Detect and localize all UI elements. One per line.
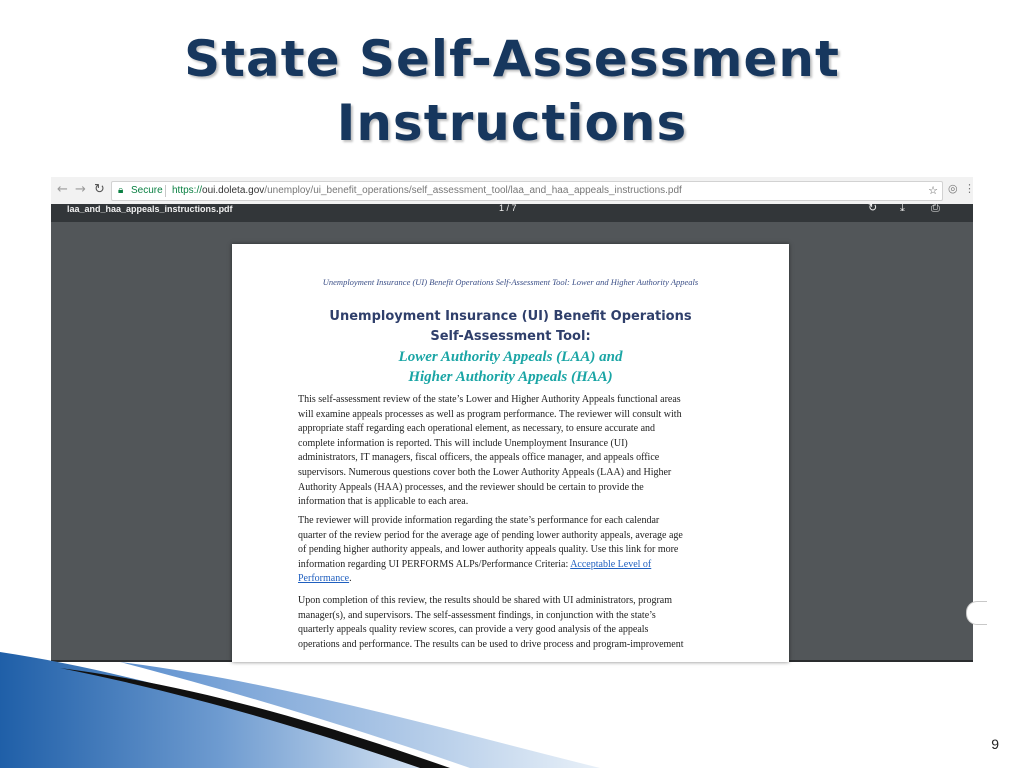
scroll-handle[interactable] [966,601,987,625]
url-scheme: https:// [172,185,203,196]
pdf-page [232,244,789,662]
doc-paragraph-2 [298,514,730,587]
doc-line [298,558,730,573]
doc-line: Authority Appeals (HAA) processes, and the reviewer should be certain to provide the [298,481,644,493]
doc-line [298,572,730,587]
pdf-page-indicator: 1 / 7 [499,203,517,213]
download-icon[interactable]: ⤓ [900,201,905,214]
address-bar[interactable] [111,181,943,201]
doc-line: supervisors. Numerous questions cover both the Lower Authority Appeals (LAA) and Higher [298,466,672,478]
doc-subtitle-line2: Higher Authority Appeals (HAA) [408,369,613,385]
decorative-swoosh [0,630,620,768]
secure-label: Secure [131,185,163,196]
browser-screenshot [51,177,973,662]
doc-paragraph-1 [298,393,730,510]
doc-title-line1: Unemployment Insurance (UI) Benefit Operations [329,309,692,324]
acceptable-level-link[interactable]: Acceptable Level of [570,558,652,570]
pdf-toolbar [51,201,973,222]
lock-icon: 🔒︎ [118,185,124,196]
browser-toolbar [51,177,973,205]
doc-line-text: information regarding UI PERFORMS ALPs/Performance Criteria: [298,558,571,570]
doc-line: Upon completion of this review, the results should be shared with UI administrators, program [298,595,672,606]
doc-line: manager(s), and supervisors. The self-assessment findings, in conjunction with the state’s [298,609,656,621]
rotate-icon[interactable]: ↻ [868,201,878,214]
slide-page-number: 9 [991,736,999,752]
star-icon[interactable]: ☆ [928,185,938,197]
extension-icon[interactable]: ◎ [948,182,958,195]
doc-line: information that is applicable to each area. [298,496,469,508]
url-path: /unemploy/ui_benefit_operations/self_assessment_tool/laa_and_haa_appeals_instructions.pdf [264,185,682,196]
doc-subtitle-line1: Lower Authority Appeals (LAA) and [398,349,623,365]
doc-line-end: . [349,573,352,585]
doc-line: appropriate staff regarding each operational element, as necessary, to ensure accurate and [298,423,656,435]
back-icon[interactable]: ← [57,182,68,197]
slide-title-line2: Instructions [336,94,688,152]
url-host: oui.doleta.gov [202,185,265,196]
doc-line: of pending higher authority appeals, and lower authority appeals quality. Use this link for more [298,544,679,556]
menu-icon[interactable]: ⋮ [964,182,975,195]
doc-line: The reviewer will provide information regarding the state’s performance for each calendar [298,515,660,526]
pdf-filename: laa_and_haa_appeals_instructions.pdf [67,204,233,214]
forward-icon[interactable]: → [75,182,86,197]
doc-line: administrators, IT managers, fiscal officers, the appeals office manager, and appeals office [298,452,660,464]
performance-link[interactable]: Performance [298,573,350,585]
doc-line: will examine appeals processes as well as program performance. The reviewer will consult with [298,408,682,420]
slide-title-line1: State Self-Assessment [184,30,840,88]
doc-title-line2: Self-Assessment Tool: [430,329,591,344]
doc-line: operations and performance. The results can be used to drive process and program-improvement [298,638,684,650]
url-text [172,182,682,200]
reload-icon[interactable]: ↻ [94,182,105,197]
doc-line: complete information is reported. This will include Unemployment Insurance (UI) [298,437,628,449]
address-separator [165,185,166,197]
doc-line: This self-assessment review of the state’s Lower and Higher Authority Appeals functional areas [298,394,681,405]
print-icon[interactable]: ⎙ [931,201,940,214]
doc-line: quarterly appeals quality review scores, can provide a very good analysis of the appeals [298,624,649,636]
doc-running-header: Unemployment Insurance (UI) Benefit Operations Self-Assessment Tool: Lower and Higher Authority Appeals [322,277,699,287]
doc-line: quarter of the review period for the average age of pending lower authority appeals, average age [298,529,683,541]
